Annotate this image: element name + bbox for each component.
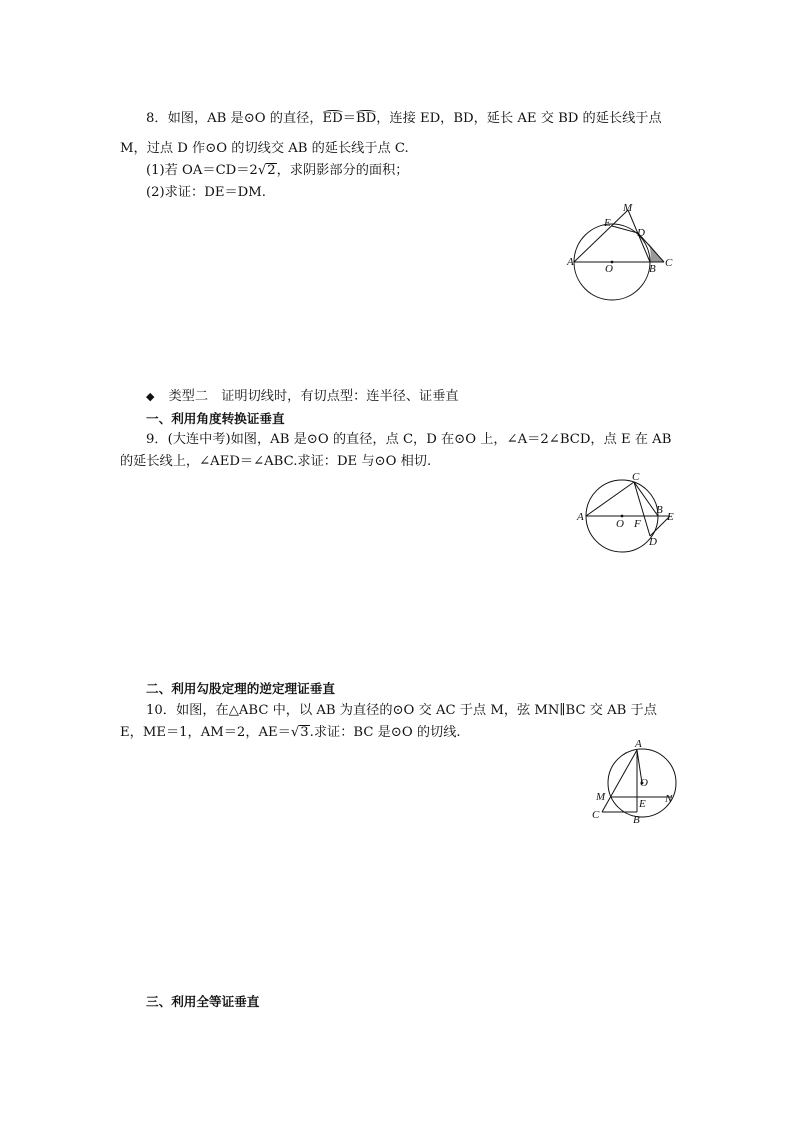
line-ac xyxy=(602,750,637,812)
type2-heading: ◆ 类型二 证明切线时，有切点型：连半径、证垂直 xyxy=(146,389,459,404)
label-n: N xyxy=(665,793,673,805)
sec3-heading: 三、利用全等证垂直 xyxy=(146,994,260,1009)
q10-figure xyxy=(590,738,690,828)
label-a: A xyxy=(635,738,642,750)
label-f: F xyxy=(634,518,641,530)
label-o: O xyxy=(616,518,624,530)
q9-figure xyxy=(576,470,686,550)
label-o: O xyxy=(605,263,613,275)
label-e: E xyxy=(667,511,674,523)
label-a: A xyxy=(577,511,584,523)
line-ed xyxy=(612,226,638,233)
sec2-heading: 二、利用勾股定理的逆定理证垂直 xyxy=(146,681,335,696)
q8-line1: 8．如图，AB 是⊙O 的直径，ED＝BD，连接 ED，BD，延长 AE 交 BD 的延长线于点 xyxy=(146,111,662,126)
q9-line1: 9．(大连中考)如图，AB 是⊙O 的直径，点 C，D 在⊙O 上，∠A＝2∠BCD，点 E 在 AB xyxy=(146,432,672,447)
label-b: B xyxy=(649,263,656,275)
q8-figure xyxy=(565,198,685,308)
arc-ed: ED xyxy=(322,111,343,126)
line-ac xyxy=(586,482,634,516)
line-am xyxy=(574,210,628,262)
center-dot xyxy=(621,515,624,518)
q8-line2: M，过点 D 作⊙O 的切线交 AB 的延长线于点 C. xyxy=(120,141,409,156)
label-b: B xyxy=(656,504,663,516)
label-o: O xyxy=(640,777,648,789)
q10-line1: 10．如图，在△ABC 中，以 AB 为直径的⊙O 交 AC 于点 M，弦 MN∥BC 交 AB 于点 xyxy=(146,703,657,718)
sec1-heading: 一、利用角度转换证垂直 xyxy=(146,411,285,426)
line-cb xyxy=(634,482,658,516)
label-e: E xyxy=(604,217,611,229)
q10-line2: E，ME＝1，AM＝2，AE＝√3.求证：BC 是⊙O 的切线. xyxy=(120,725,461,740)
label-e: E xyxy=(639,798,646,810)
label-d: D xyxy=(649,536,657,548)
label-c: C xyxy=(632,471,640,483)
label-b: B xyxy=(633,814,640,826)
label-d: D xyxy=(637,227,645,239)
label-a: A xyxy=(567,256,574,268)
label-c: C xyxy=(665,257,673,269)
q8-part1: (1)若 OA＝CD＝2√2，求阴影部分的面积； xyxy=(146,163,409,178)
q9-line2: 的延长线上，∠AED＝∠ABC.求证：DE 与⊙O 相切. xyxy=(120,454,432,469)
diamond-icon: ◆ xyxy=(146,390,155,403)
label-c: C xyxy=(592,809,600,821)
label-m: M xyxy=(623,202,633,214)
q8-part2: (2)求证：DE＝DM. xyxy=(146,185,266,200)
arc-bd: BD xyxy=(355,111,377,126)
label-m: M xyxy=(596,791,606,803)
